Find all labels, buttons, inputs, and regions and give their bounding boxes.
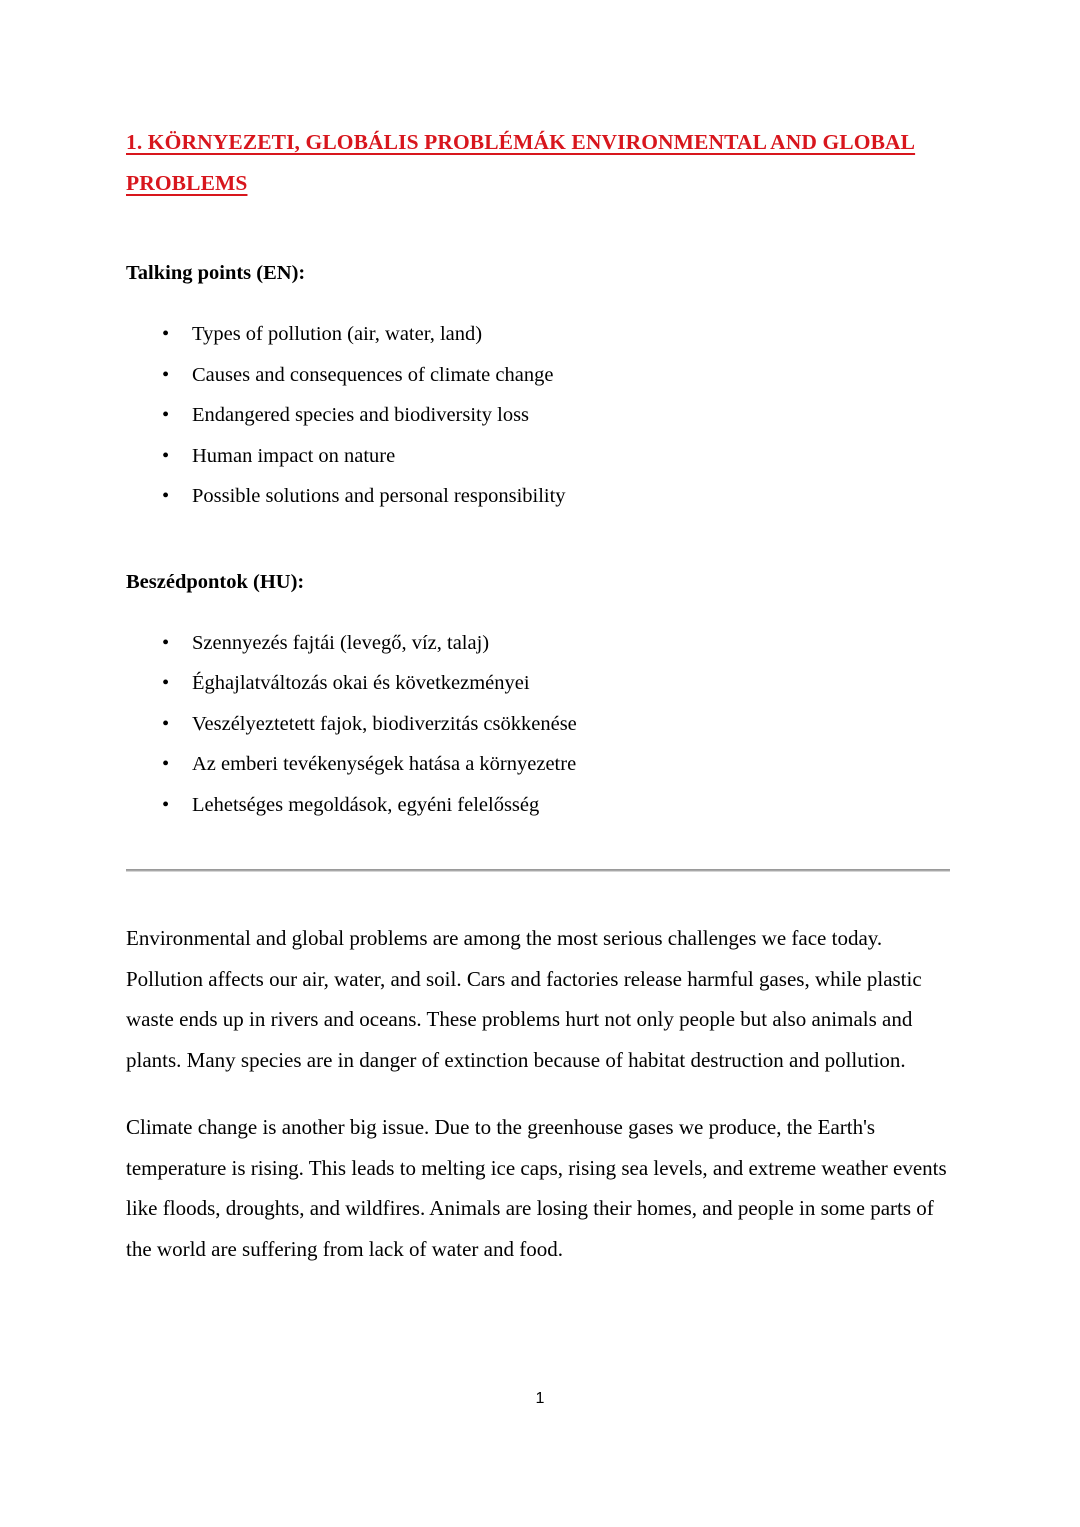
list-item-label: Possible solutions and personal responsibility <box>192 485 566 507</box>
list-item-label: Endangered species and biodiversity loss <box>192 404 530 426</box>
bullet-icon: • <box>162 753 170 775</box>
talking-points-list-en <box>126 288 956 517</box>
talking-points-list-hu <box>126 597 956 826</box>
bullet-icon: • <box>162 672 170 694</box>
bullet-icon: • <box>162 631 170 654</box>
bullet-icon: • <box>162 793 170 816</box>
list-item-label: Lehetséges megoldások, egyéni felelősség <box>192 793 540 816</box>
page-number: 1 <box>535 1390 545 1407</box>
list-item <box>126 314 956 355</box>
list-item <box>126 744 956 785</box>
list-item-label: Human impact on nature <box>192 444 396 467</box>
heading-talking-points-en: Talking points (EN): <box>126 262 306 284</box>
list-item <box>126 355 956 396</box>
list-item <box>126 785 956 826</box>
list-item <box>126 395 956 436</box>
bullet-icon: • <box>162 712 170 735</box>
list-item <box>126 623 956 664</box>
bullet-icon: • <box>162 485 170 507</box>
body-paragraph-1: Environmental and global problems are among the most serious challenges we face today. Pollution affects our air, water, and soil. Cars and factories release harmful gases, while plastic waste ends up in rivers and oceans. These problems hurt not only people but also animals and plants. Many species are in danger of extinction because of habitat destruction and pollution. <box>126 926 922 1072</box>
list-item <box>126 704 956 745</box>
list-item <box>126 663 956 704</box>
body-paragraph-2: Climate change is another big issue. Due to the greenhouse gases we produce, the Earth's temperature is rising. This leads to melting ice caps, rising sea levels, and extreme weather events like floods, droughts, and wildfires. Animals are losing their homes, and people in some parts of the world are suffering from lack of water and food. <box>126 1115 947 1261</box>
list-item <box>126 476 956 517</box>
bullet-icon: • <box>162 323 170 345</box>
page-content <box>126 0 956 1269</box>
heading-talking-points-hu: Beszédpontok (HU): <box>126 570 305 593</box>
list-item-label: Veszélyeztetett fajok, biodiverzitás csökkenése <box>192 712 577 735</box>
list-item-label: Az emberi tevékenységek hatása a környezetre <box>192 753 577 775</box>
list-item-label: Causes and consequences of climate change <box>192 363 554 386</box>
page-title-text: 1. KÖRNYEZETI, GLOBÁLIS PROBLÉMÁK ENVIRONMENTAL AND GLOBAL PROBLEMS <box>126 130 916 195</box>
page-title <box>126 0 916 204</box>
list-item-label: Éghajlatváltozás okai és következményei <box>192 672 530 694</box>
list-item-label: Szennyezés fajtái (levegő, víz, talaj) <box>192 631 490 654</box>
list-item <box>126 436 956 477</box>
bullet-icon: • <box>162 444 170 467</box>
bullet-icon: • <box>162 363 170 386</box>
list-item-label: Types of pollution (air, water, land) <box>192 323 483 345</box>
bullet-icon: • <box>162 404 170 426</box>
